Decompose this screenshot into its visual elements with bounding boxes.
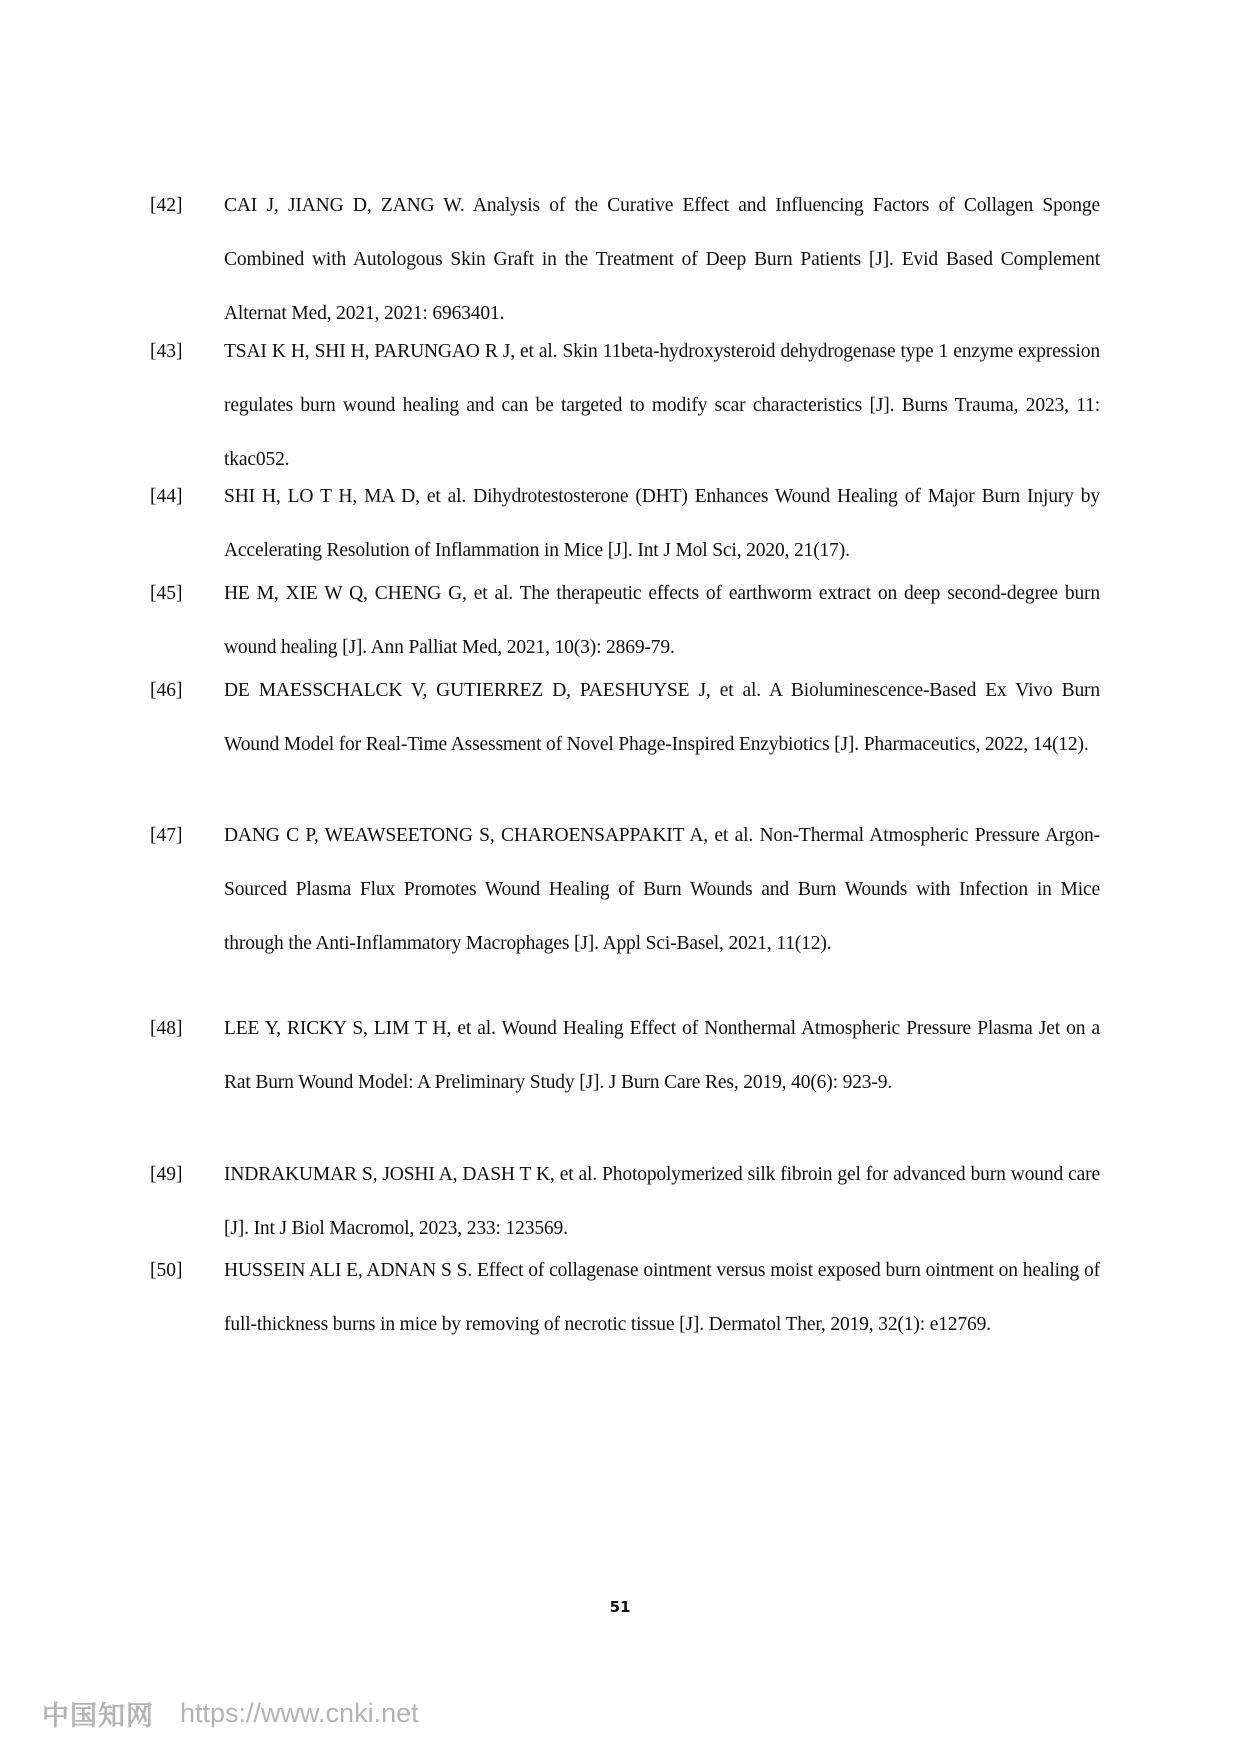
reference-number: [49] (150, 1164, 183, 1185)
reference-number: [43] (150, 341, 183, 362)
reference-text: INDRAKUMAR S, JOSHI A, DASH T K, et al. Photopolymerized silk fibroin gel for advanced burn wound care [J]. Int J Biol Macromol, 2023, 233: 123569. (224, 1164, 1100, 1239)
reference-text: DANG C P, WEAWSEETONG S, CHAROENSAPPAKIT A, et al. Non-Thermal Atmospheric Pressure Argon-Sourced Plasma Flux Promotes Wound Healing of Burn Wounds and Burn Wounds with Infection in Mice through the Anti-Inflammatory Macrophages [J]. Appl Sci-Basel, 2021, 11(12). (224, 825, 1100, 954)
reference-number: [47] (150, 825, 183, 846)
reference-number: [48] (150, 1018, 183, 1039)
reference-text: LEE Y, RICKY S, LIM T H, et al. Wound Healing Effect of Nonthermal Atmospheric Pressure Plasma Jet on a Rat Burn Wound Model: A Preliminary Study [J]. J Burn Care Res, 2019, 40(6): 923-9. (224, 1018, 1100, 1093)
reference-number: [46] (150, 680, 183, 701)
reference-text: DE MAESSCHALCK V, GUTIERREZ D, PAESHUYSE J, et al. A Bioluminescence-Based Ex Vivo Burn Wound Model for Real-Time Assessment of Novel Phage-Inspired Enzybiotics [J]. Pharmaceutics, 2022, 14(12). (224, 680, 1100, 755)
reference-number: [42] (150, 195, 183, 216)
reference-text: TSAI K H, SHI H, PARUNGAO R J, et al. Skin 11beta-hydroxysteroid dehydrogenase type 1 enzyme expression regulates burn wound healing and can be targeted to modify scar characteristics [J]. Burns Trauma, 2023, 11: tkac052. (224, 341, 1100, 470)
page-number: 51 (609, 1598, 631, 1616)
reference-number: [45] (150, 583, 183, 604)
reference-text: HUSSEIN ALI E, ADNAN S S. Effect of collagenase ointment versus moist exposed burn ointment on healing of full-thickness burns in mice by removing of necrotic tissue [J]. Dermatol Ther, 2019, 32(1): e12769. (224, 1260, 1100, 1335)
watermark-site-name: 中国知网 (42, 1701, 154, 1732)
reference-text: HE M, XIE W Q, CHENG G, et al. The therapeutic effects of earthworm extract on deep second-degree burn wound healing [J]. Ann Palliat Med, 2021, 10(3): 2869-79. (224, 583, 1100, 658)
reference-number: [44] (150, 486, 183, 507)
watermark-url: https://www.cnki.net (180, 1698, 419, 1728)
cnki-watermark (42, 1694, 419, 1733)
reference-text: SHI H, LO T H, MA D, et al. Dihydrotestosterone (DHT) Enhances Wound Healing of Major Burn Injury by Accelerating Resolution of Inflammation in Mice [J]. Int J Mol Sci, 2020, 21(17). (224, 486, 1100, 561)
reference-text: CAI J, JIANG D, ZANG W. Analysis of the Curative Effect and Influencing Factors of Collagen Sponge Combined with Autologous Skin Graft in the Treatment of Deep Burn Patients [J]. Evid Based Complement Alternat Med, 2021, 2021: 6963401. (224, 195, 1100, 324)
reference-number: [50] (150, 1260, 183, 1281)
